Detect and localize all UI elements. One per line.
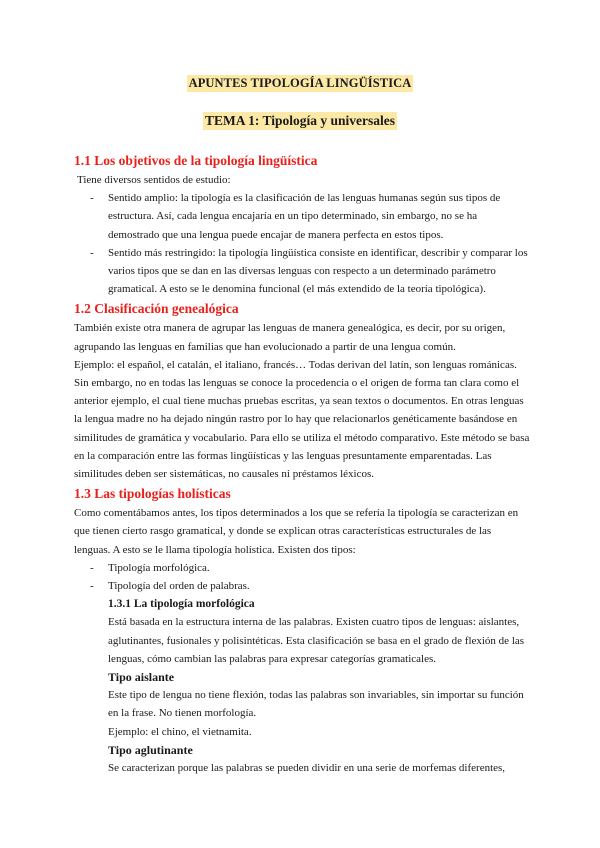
- theme-title: TEMA 1: Tipología y universales: [204, 113, 396, 128]
- list-item: - Tipología del orden de palabras.: [74, 577, 530, 595]
- section-1-heading: 1.1 Los objetivos de la tipología lingüística: [74, 153, 318, 168]
- section-3-heading: 1.3 Las tipologías holísticas: [74, 486, 231, 502]
- list-item: - Tipología morfológica.: [74, 559, 530, 577]
- section-2-heading: 1.2 Clasificación genealógica: [74, 301, 239, 317]
- list-item: - Sentido más restringido: la tipología lingüística consiste en identificar, describir y comparar los varios tipos que se dan en las diversas lenguas con respecto a un determinado parámetro gramatical. A esto se le denomina funcional (el más extendido de la teoría tipológica).: [74, 244, 530, 299]
- section-1-intro: Tiene diversos sentidos de estudio:: [77, 174, 231, 186]
- section-2-paragraph-1: También existe otra manera de agrupar las lenguas de manera genealógica, es decir, por su origen, agrupando las lenguas en familias que han evolucionado a partir de una lengua común.: [74, 322, 506, 353]
- section-2-paragraph-2: Ejemplo: el español, el catalán, el italiano, francés… Todas derivan del latín, son lenguas románicas. Sin embargo, no en todas las lenguas se conoce la procedencia o el origen de forma tan clara como el anterior ejemplo, el cual tiene muchas pruebas escritas, ya sean textos o documentos. En otras lenguas la lengua madre no ha dejado ningún rastro por lo hay que relacionarlos genéticamente basándose en similitudes de gramática y vocabulario. Para ello se utiliza el método comparativo. Este método se basa en la comparación entre las formas lingüísticas y las lenguas presuntamente emparentadas. Las similitudes deben ser sistemáticas, no causales ni préstamos léxicos.: [74, 358, 530, 481]
- section-3-paragraph-1: Como comentábamos antes, los tipos determinados a los que se refería la tipología se caracterizan en que tienen cierto rasgo gramatical, y donde se explican otras características estructurales de las lenguas. A esto se le llama tipología holística. Existen dos tipos:: [74, 507, 519, 556]
- type-isolating-heading: Tipo aislante: [108, 670, 175, 685]
- type-agglutinative-paragraph: Se caracterizan porque las palabras se pueden dividir en una serie de morfemas diferentes,: [108, 762, 506, 775]
- subsection-1-3-1: [74, 595, 530, 777]
- list-item: - Sentido amplio: la tipología es la clasificación de las lenguas humanas según sus tipos de estructura. Así, cada lengua encajaría en un tipo determinado, sin embargo, no se ha demostrado que una lengua puede encajar de manera perfecta en estos tipos.: [74, 189, 530, 244]
- section-1-list: [74, 189, 530, 298]
- type-isolating-example: Ejemplo: el chino, el vietnamita.: [108, 725, 252, 738]
- type-agglutinative-heading: Tipo aglutinante: [108, 742, 193, 757]
- section-3-list: [74, 559, 530, 595]
- theme-title-wrap: [0, 112, 600, 130]
- doc-title: APUNTES TIPOLOGÍA LINGÜÍSTICA: [188, 76, 412, 90]
- document-body: [74, 152, 530, 777]
- doc-title-wrap: [0, 74, 600, 92]
- subsection-heading: 1.3.1 La tipología morfológica: [108, 598, 255, 611]
- type-isolating-paragraph: Este tipo de lengua no tiene flexión, todas las palabras son invariables, sin importar su función en la frase. No tienen morfología.: [108, 689, 524, 720]
- subsection-paragraph: Está basada en la estructura interna de las palabras. Existen cuatro tipos de lenguas: aislantes, aglutinantes, fusionales y polisintéticas. Esta clasificación se basa en el grado de flexión de las lenguas, cómo cambian las palabras para expresar categorías gramaticales.: [108, 616, 525, 665]
